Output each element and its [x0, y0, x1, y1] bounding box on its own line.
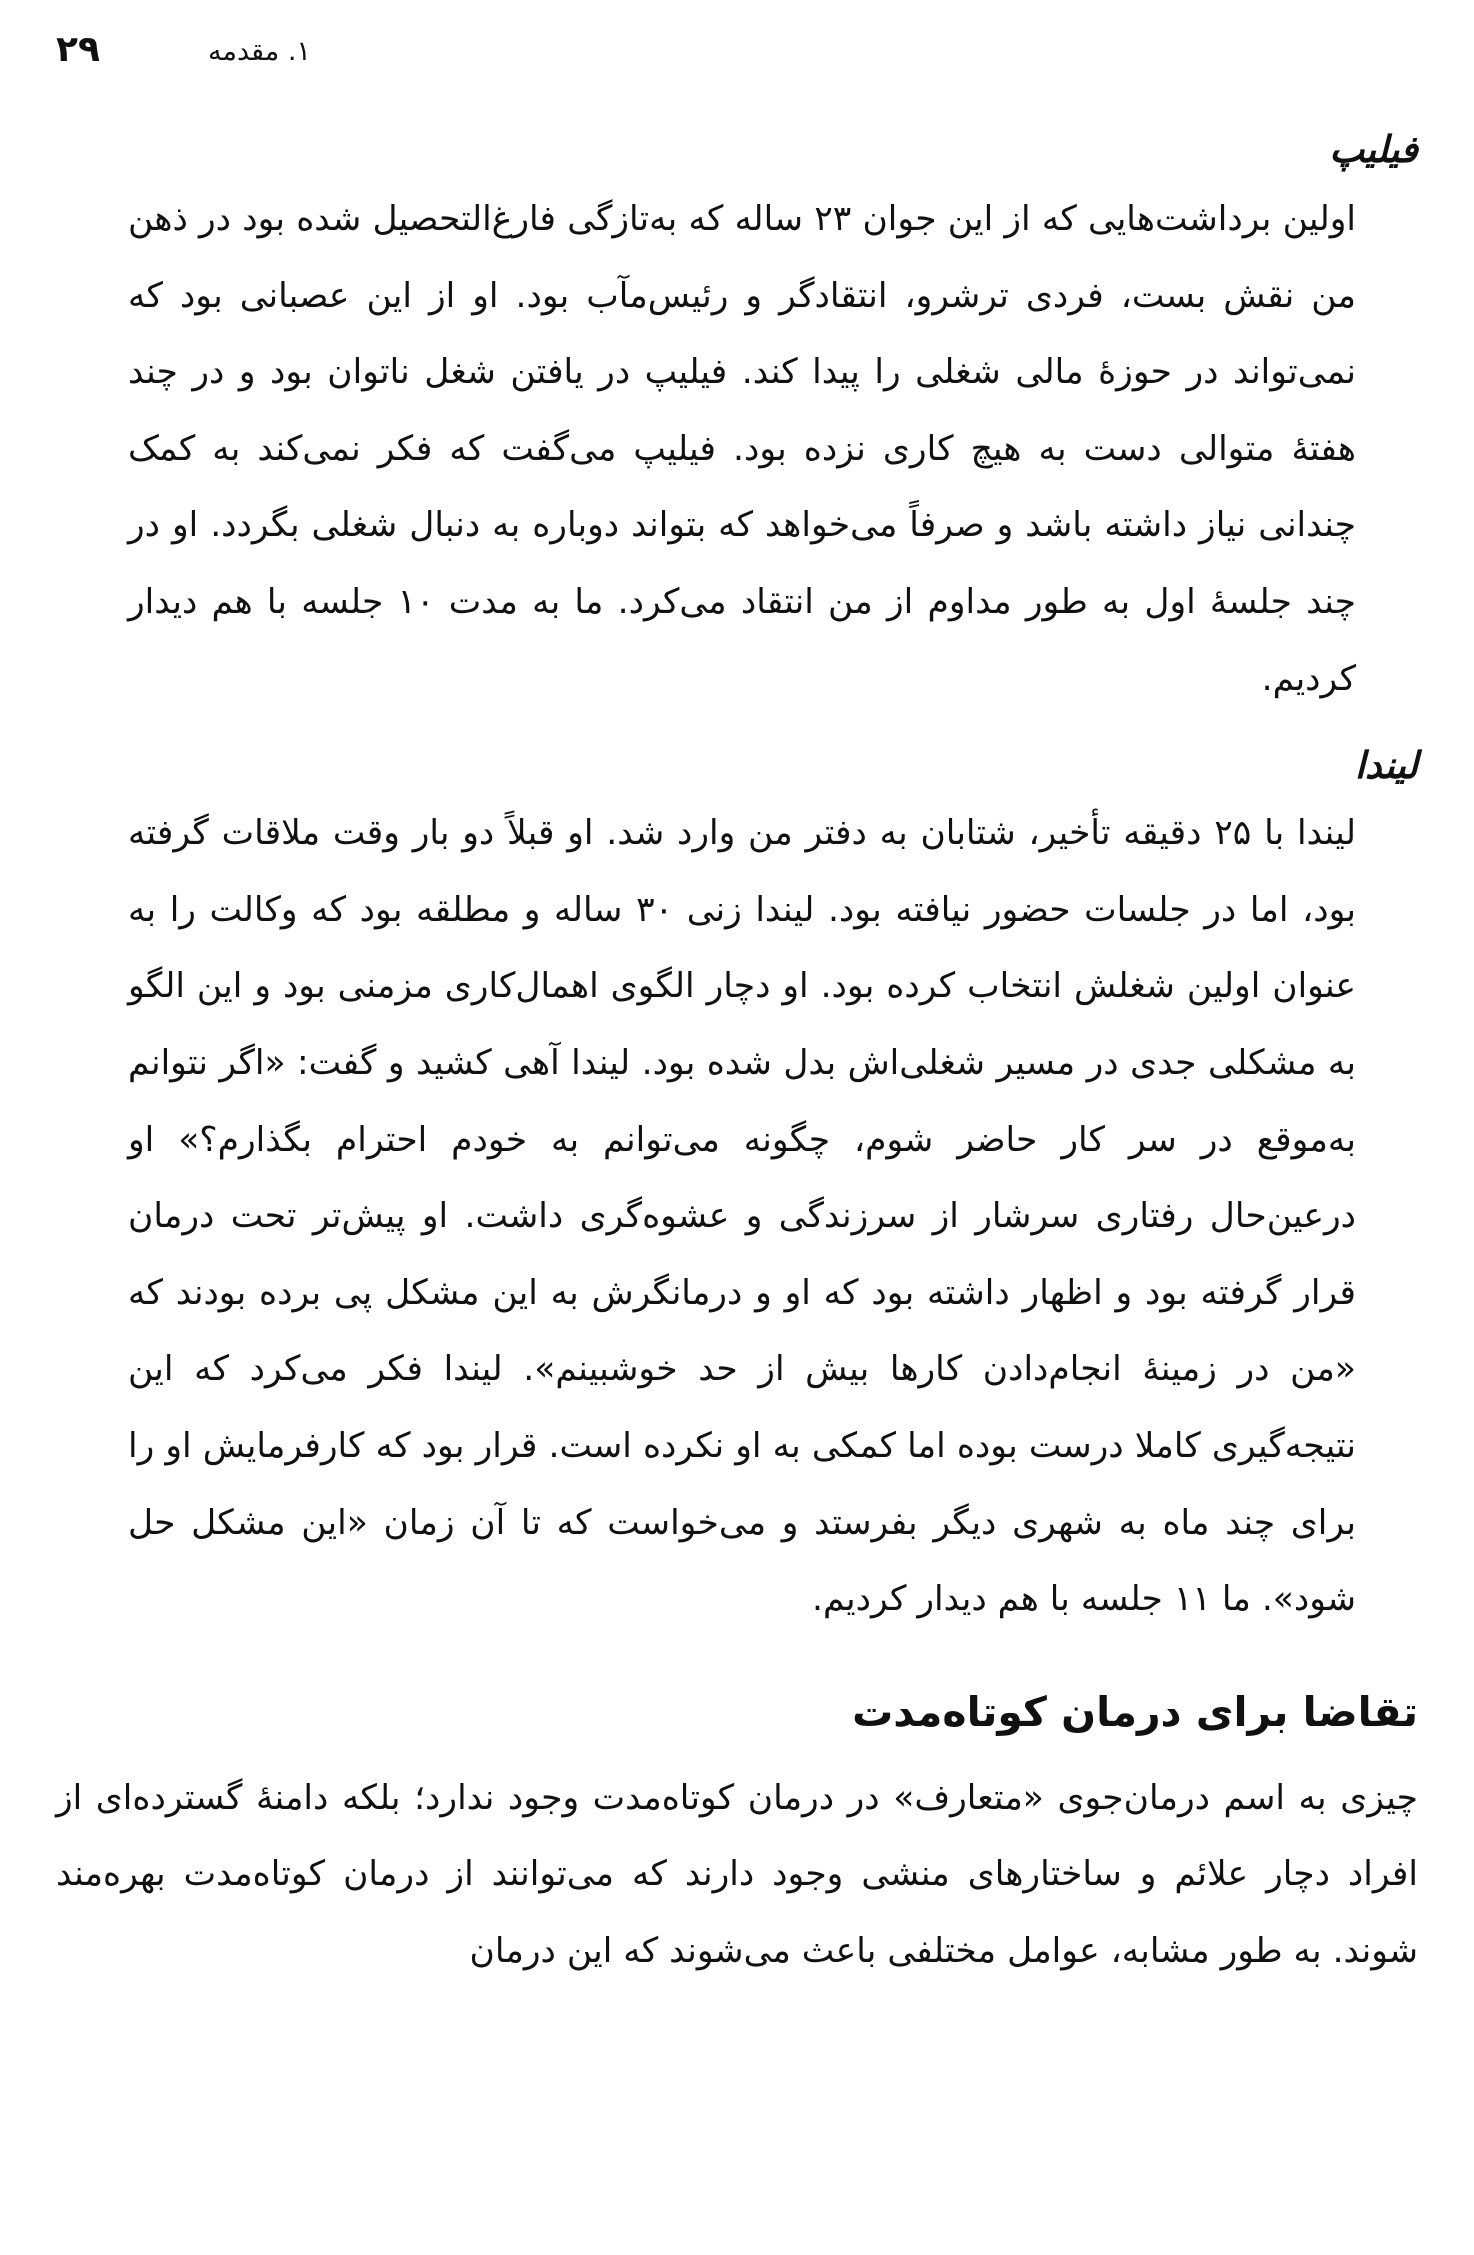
- section-heading: تقاضا برای درمان کوتاه‌مدت: [852, 1687, 1418, 1736]
- case-heading-linda: لیندا: [1354, 744, 1418, 788]
- page-header: [56, 28, 1418, 78]
- page-number: ۲۹: [56, 29, 100, 70]
- running-head: ۱. مقدمه: [208, 36, 311, 67]
- case-heading-philip: فیلیپ: [1329, 128, 1418, 171]
- page-body: [56, 125, 1418, 1989]
- case-paragraph-linda: لیندا با ۲۵ دقیقه تأخیر، شتابان به دفتر من وارد شد. او قبلاً دو بار وقت ملاقات گرفته بود، اما در جلسات حضور نیافته بود. لیندا زنی ۳۰ ساله و مطلقه بود که وکالت را به عنوان اولین شغلش انتخاب کرده بود. او دچار الگوی اهمال‌کاری مزمنی بود و این الگو به مشکلی جدی در مسیر شغلی‌اش بدل شده بود. لیندا آهی کشید و گفت: «اگر نتوانم به‌موقع در سر کار حاضر شوم، چگونه می‌توانم به خودم احترام بگذارم؟» او درعین‌حال رفتاری سرشار از سرزندگی و عشوه‌گری داشت. او پیش‌تر تحت درمان قرار گرفته بود و اظهار داشته بود که او و درمانگرش به این مشکل پی برده بودند که «من در زمینهٔ انجام‌دادن کارها بیش از حد خوشبینم». لیندا فکر می‌کرد که این نتیجه‌گیری کاملا درست بوده اما کمکی به او نکرده است. قرار بود که کارفرمایش او را برای چند ماه به شهری دیگر بفرستد و می‌خواست که تا آن زمان «این مشکل حل شود». ما ۱۱ جلسه با هم دیدار کردیم.: [128, 813, 1356, 1620]
- section-paragraph: چیزی به اسم درمان‌جوی «متعارف» در درمان کوتاه‌مدت وجود ندارد؛ بلکه دامنهٔ گسترده‌ای از افراد دچار علائم و ساختارهای منشی وجود دارند که می‌توانند از درمان کوتاه‌مدت بهره‌مند شوند. به طور مشابه، عوامل مختلفی باعث می‌شوند که این درمان: [56, 1777, 1418, 1971]
- case-paragraph-philip: اولین برداشت‌هایی که از این جوان ۲۳ ساله که به‌تازگی فارغ‌التحصیل شده بود در ذهن من نقش بست، فردی ترشرو، انتقادگر و رئیس‌مآب بود. او از این عصبانی بود که نمی‌تواند در حوزهٔ مالی شغلی را پیدا کند. فیلیپ در یافتن شغل ناتوان بود و در چند هفتهٔ متوالی دست به هیچ کاری نزده بود. فیلیپ می‌گفت که فکر نمی‌کند به کمک چندانی نیاز داشته باشد و صرفاً می‌خواهد که بتواند دوباره به دنبال شغلی بگردد. او در چند جلسهٔ اول به طور مداوم از من انتقاد می‌کرد. ما به مدت ۱۰ جلسه با هم دیدار کردیم.: [128, 199, 1357, 699]
